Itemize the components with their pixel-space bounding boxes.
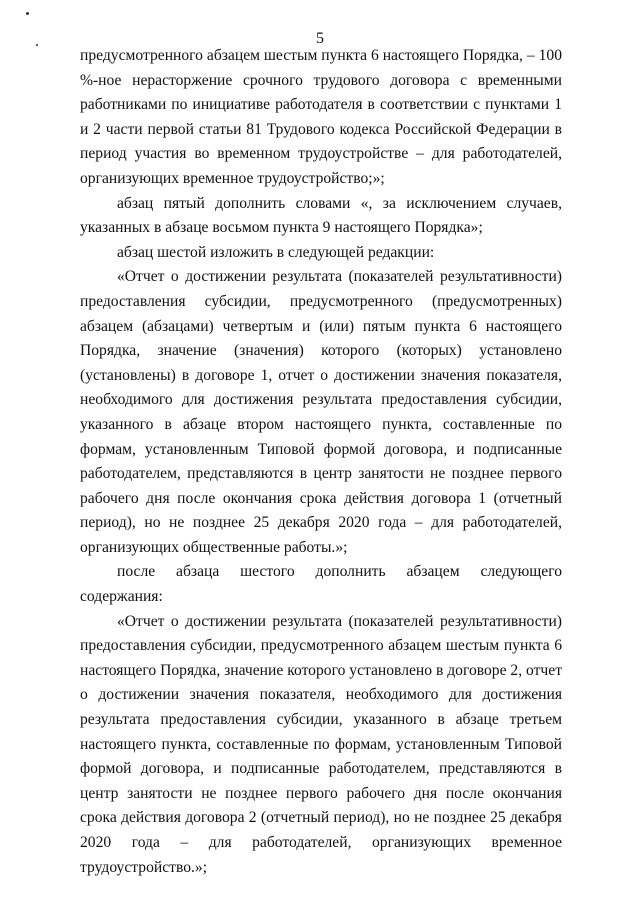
paragraph-continuation: предусмотренного абзацем шестым пункта 6 настоящего Порядка, – 100 %-ное нерасторжение срочного трудового договора с временными работниками по инициативе работодателя в соответствии с пунктами 1 и 2 части первой статьи 81 Трудового кодекса Российской Федерации в период участия во временном трудоустройстве – для работодателей, организующих временное трудоустройство;»; [80, 47, 562, 187]
paragraph-amendment-fifth: абзац пятый дополнить словами «, за исключением случаев, указанных в абзаце восьмом пункта 9 настоящего Порядка»; [80, 194, 562, 237]
paragraph-quoted-report-2: «Отчет о достижении результата (показателей результативности) предоставления субсидии, предусмотренного абзацем шестым пункта 6 настоящего Порядка, значение которого установлено в договоре 2, отчет о достижении значения показателя, необходимого для достижения результата предоставления субсидии, указанного в абзаце третьем настоящего пункта, составленные по формам, установленным Типовой формой договора, и подписанные работодателем, представляются в центр занятости не позднее первого рабочего дня после окончания срока действия договора 2 (отчетный период), но не позднее 25 декабря 2020 года – для работодателей, организующих временное трудоустройство.»; [80, 612, 563, 876]
paragraph-addition-intro: после абзаца шестого дополнить абзацем следующего содержания: [80, 563, 562, 606]
paragraph-amendment-sixth-intro: абзац шестой изложить в следующей редакции: [117, 243, 435, 261]
document-body [80, 44, 562, 880]
paragraph-quoted-report-1: «Отчет о достижении результата (показателей результативности) предоставления субсидии, предусмотренного (предусмотренных) абзацем (абзацами) четвертым и (или) пятым пункта 6 настоящего Порядка, значение (значения) которого (которых) установлено (установлены) в договоре 1, отчет о достижении значения показателя, необходимого для достижения результата предоставления субсидии, указанного в абзаце втором настоящего пункта, составленные по формам, установленным Типовой формой договора, и подписанные работодателем, представляются в центр занятости не позднее первого рабочего дня после окончания срока действия договора 1 (отчетный период), но не позднее 25 декабря 2020 года – для работодателей, организующих общественные работы.»; [80, 268, 562, 556]
scan-dot [26, 12, 29, 15]
page-number: 5 [316, 30, 324, 47]
